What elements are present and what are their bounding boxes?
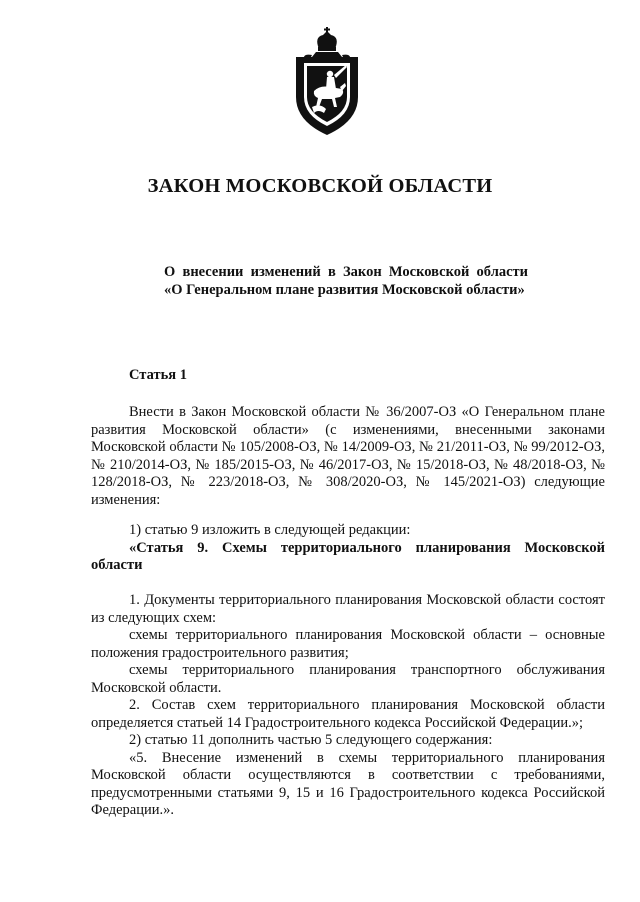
article-heading: Статья 1 (129, 367, 187, 383)
amendment-block (91, 522, 605, 575)
article-intro: Внести в Закон Московской области № 36/2007-ОЗ «О Генеральном плане развития Московской области» (с изменениями, внесенными законами Московской области № 105/2008-ОЗ, № 14/2009-ОЗ, № 21/2011-ОЗ, № 99/2012-ОЗ, № 210/2014-ОЗ, № 185/2015-ОЗ, № 46/2017-ОЗ, № 15/2018-ОЗ, № 48/2018-ОЗ, № 128/2018-ОЗ, № 223/2018-ОЗ, № 308/2020-ОЗ, № 145/2021-ОЗ) следующие изменения: (91, 404, 605, 508)
article-intro-block (91, 404, 605, 509)
item-1: 1) статью 9 изложить в следующей редакции: (129, 522, 411, 538)
clause-2: 2. Состав схем территориального планирования Московской области определяется статьей 14 Градостроительного кодекса Российской Федерации.»; (91, 697, 605, 731)
item-2: 2) статью 11 дополнить частью 5 следующего содержания: (129, 732, 493, 748)
law-subject: О внесении изменений в Закон Московской области «О Генеральном плане развития Московской области» (164, 264, 528, 298)
clause-1: 1. Документы территориального планирования Московской области состоят из следующих схем: (91, 592, 605, 626)
quoted-article-heading: «Статья 9. Схемы территориального планирования Московской области (91, 539, 605, 573)
clause-1b: схемы территориального планирования транспортного обслуживания Московской области. (91, 662, 605, 696)
coat-of-arms-icon (290, 27, 364, 143)
clause-1a: схемы территориального планирования Московской области – основные положения градостроительного развития; (91, 627, 605, 661)
amendment-text-block (91, 592, 605, 820)
law-title: ЗАКОН МОСКОВСКОЙ ОБЛАСТИ (147, 175, 493, 197)
clause-5: «5. Внесение изменений в схемы территориального планирования Московской области осуществляются в соответствии с требованиями, предусмотренными статьями 9, 15 и 16 Градостроительного кодекса Российской Федерации.». (91, 749, 605, 818)
